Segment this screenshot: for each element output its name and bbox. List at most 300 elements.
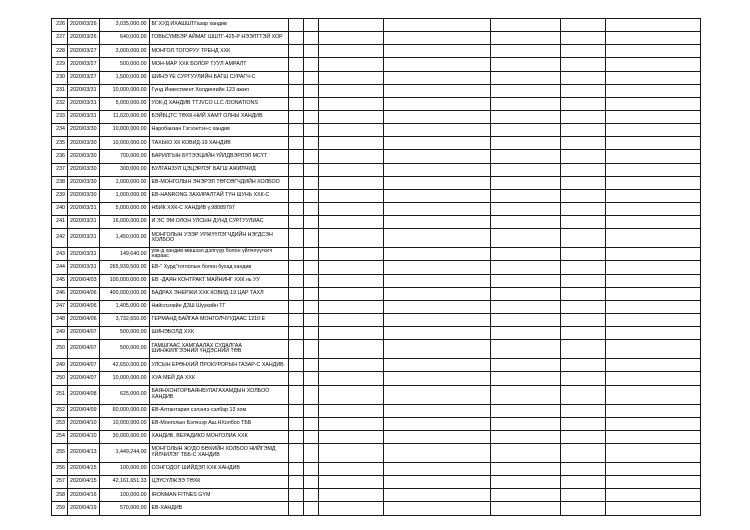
empty-cell xyxy=(490,359,560,372)
empty-cell xyxy=(605,274,700,287)
amount-cell: 42,650,000.00 xyxy=(99,359,149,372)
empty-cell xyxy=(490,462,560,475)
row-number-cell: 259 xyxy=(52,502,68,515)
empty-cell xyxy=(383,248,490,261)
empty-cell xyxy=(303,202,318,215)
date-cell: 2020/04/06 xyxy=(68,313,100,326)
empty-cell xyxy=(560,150,605,163)
empty-cell xyxy=(560,417,605,430)
table-row xyxy=(52,300,701,313)
amount-cell: 11,020,000.00 xyxy=(99,110,149,123)
empty-cell xyxy=(288,58,303,71)
empty-cell xyxy=(288,417,303,430)
date-cell: 2020/04/09 xyxy=(68,404,100,417)
amount-cell: 16,000,000.00 xyxy=(99,216,149,229)
empty-cell xyxy=(560,137,605,150)
table-row xyxy=(52,124,701,137)
empty-cell xyxy=(288,404,303,417)
amount-cell: 149,640.00 xyxy=(99,248,149,261)
empty-cell xyxy=(490,430,560,443)
description-cell: ГЕРМАНД БАЙГАА МОНГОЛЧУУДААС 1210 Е xyxy=(149,313,288,326)
empty-cell xyxy=(318,124,383,137)
description-cell: БАЯНХОНГОРБАЯНБУЛАГАХАМДЫН ХОЛБОО ХАНДИВ xyxy=(149,385,288,404)
empty-cell xyxy=(303,229,318,248)
description-cell: ГОВЬСҮМБЭР АЙМАГ ШШТГ-425-Р НЭЭЛТТЭЙ ХОР xyxy=(149,32,288,45)
empty-cell xyxy=(318,163,383,176)
row-number-cell: 258 xyxy=(52,489,68,502)
date-cell: 2020/03/27 xyxy=(68,45,100,58)
empty-cell xyxy=(490,417,560,430)
empty-cell xyxy=(318,404,383,417)
empty-cell xyxy=(303,462,318,475)
empty-cell xyxy=(605,502,700,515)
empty-cell xyxy=(560,176,605,189)
amount-cell: 1,450,000.00 xyxy=(99,229,149,248)
amount-cell: 10,000,000.00 xyxy=(99,137,149,150)
empty-cell xyxy=(383,359,490,372)
amount-cell: 5,000,000.00 xyxy=(99,97,149,110)
empty-cell xyxy=(560,372,605,385)
date-cell: 2020/03/31 xyxy=(68,248,100,261)
empty-cell xyxy=(560,124,605,137)
amount-cell: 100,000.00 xyxy=(99,489,149,502)
row-number-cell: 234 xyxy=(52,124,68,137)
row-number-cell: 249 xyxy=(52,359,68,372)
empty-cell xyxy=(605,462,700,475)
empty-cell xyxy=(560,404,605,417)
empty-cell xyxy=(605,404,700,417)
row-number-cell: 242 xyxy=(52,229,68,248)
empty-cell xyxy=(318,150,383,163)
description-cell: УОК-Д ХАНДИВ TTJVCO LLC /DONATIONS xyxy=(149,97,288,110)
empty-cell xyxy=(318,462,383,475)
empty-cell xyxy=(560,216,605,229)
empty-cell xyxy=(288,385,303,404)
description-cell: ШИНЭ ҮЕ СУРГУУЛИЙН БАГШ СУРАГЧ-С xyxy=(149,71,288,84)
date-cell: 2020/03/30 xyxy=(68,137,100,150)
empty-cell xyxy=(560,202,605,215)
empty-cell xyxy=(288,202,303,215)
empty-cell xyxy=(318,19,383,32)
description-cell: МОН-МАР ХХК БОЛОР ТУУЛ АМРАЛТ xyxy=(149,58,288,71)
amount-cell: 5,000,000.00 xyxy=(99,202,149,215)
empty-cell xyxy=(303,248,318,261)
row-number-cell: 246 xyxy=(52,287,68,300)
row-number-cell: 228 xyxy=(52,45,68,58)
empty-cell xyxy=(383,300,490,313)
amount-cell: 500,000.00 xyxy=(99,340,149,359)
empty-cell xyxy=(383,372,490,385)
empty-cell xyxy=(383,404,490,417)
empty-cell xyxy=(288,110,303,123)
empty-cell xyxy=(560,359,605,372)
empty-cell xyxy=(318,248,383,261)
description-cell: ШИНЭБОЛД ХХК xyxy=(149,327,288,340)
empty-cell xyxy=(560,476,605,489)
empty-cell xyxy=(303,476,318,489)
empty-cell xyxy=(303,430,318,443)
row-number-cell: 253 xyxy=(52,417,68,430)
empty-cell xyxy=(490,84,560,97)
empty-cell xyxy=(560,110,605,123)
empty-cell xyxy=(383,71,490,84)
empty-cell xyxy=(383,385,490,404)
empty-cell xyxy=(303,150,318,163)
empty-cell xyxy=(605,417,700,430)
table-row xyxy=(52,476,701,489)
table-row xyxy=(52,202,701,215)
date-cell: 2020/04/13 xyxy=(68,443,100,462)
empty-cell xyxy=(490,189,560,202)
row-number-cell: 241 xyxy=(52,216,68,229)
empty-cell xyxy=(605,327,700,340)
empty-cell xyxy=(303,32,318,45)
empty-cell xyxy=(383,340,490,359)
amount-cell: 10,000,000.00 xyxy=(99,372,149,385)
date-cell: 2020/03/27 xyxy=(68,71,100,84)
empty-cell xyxy=(318,202,383,215)
empty-cell xyxy=(560,340,605,359)
empty-cell xyxy=(383,176,490,189)
description-cell: ЕВ-" Хурд"тоглолын болон бусад хандив xyxy=(149,261,288,274)
empty-cell xyxy=(383,19,490,32)
description-cell: БГ.ХУД ИХАШШТГазар хандив xyxy=(149,19,288,32)
description-cell: ХУА МЕЙ ДА ХХК xyxy=(149,372,288,385)
empty-cell xyxy=(288,229,303,248)
empty-cell xyxy=(605,84,700,97)
empty-cell xyxy=(490,202,560,215)
table-row xyxy=(52,313,701,326)
row-number-cell: 231 xyxy=(52,84,68,97)
empty-cell xyxy=(605,248,700,261)
table-row xyxy=(52,462,701,475)
empty-cell xyxy=(288,124,303,137)
empty-cell xyxy=(490,261,560,274)
empty-cell xyxy=(318,110,383,123)
empty-cell xyxy=(605,489,700,502)
empty-cell xyxy=(303,372,318,385)
empty-cell xyxy=(383,229,490,248)
row-number-cell: 240 xyxy=(52,202,68,215)
empty-cell xyxy=(490,97,560,110)
empty-cell xyxy=(383,443,490,462)
row-number-cell: 232 xyxy=(52,97,68,110)
empty-cell xyxy=(303,261,318,274)
empty-cell xyxy=(288,97,303,110)
row-number-cell: 238 xyxy=(52,176,68,189)
empty-cell xyxy=(303,359,318,372)
amount-cell: 100,000,000.00 xyxy=(99,274,149,287)
amount-cell: 300,000.00 xyxy=(99,163,149,176)
table-row xyxy=(52,19,701,32)
empty-cell xyxy=(318,476,383,489)
empty-cell xyxy=(383,32,490,45)
table-row xyxy=(52,32,701,45)
empty-cell xyxy=(490,163,560,176)
empty-cell xyxy=(288,150,303,163)
empty-cell xyxy=(318,340,383,359)
empty-cell xyxy=(288,300,303,313)
empty-cell xyxy=(560,287,605,300)
table-row xyxy=(52,84,701,97)
table-row xyxy=(52,359,701,372)
description-cell: БЭЙБЦТС ТӨХК-НИЙ ХАМТ ОЛНЫ ХАНДИВ xyxy=(149,110,288,123)
empty-cell xyxy=(605,359,700,372)
empty-cell xyxy=(560,261,605,274)
empty-cell xyxy=(383,502,490,515)
empty-cell xyxy=(303,340,318,359)
table-row xyxy=(52,287,701,300)
empty-cell xyxy=(288,84,303,97)
empty-cell xyxy=(318,385,383,404)
date-cell: 2020/03/26 xyxy=(68,19,100,32)
empty-cell xyxy=(490,19,560,32)
table-row xyxy=(52,430,701,443)
empty-cell xyxy=(605,443,700,462)
date-cell: 2020/04/10 xyxy=(68,430,100,443)
empty-cell xyxy=(383,137,490,150)
empty-cell xyxy=(303,385,318,404)
date-cell: 2020/04/15 xyxy=(68,476,100,489)
empty-cell xyxy=(560,462,605,475)
amount-cell: 400,000,000.00 xyxy=(99,287,149,300)
description-cell: УЛСЫН ЕРӨНХИЙ ПРОКУРОРЫН ГАЗАР-С ХАНДИВ xyxy=(149,359,288,372)
empty-cell xyxy=(490,45,560,58)
empty-cell xyxy=(303,443,318,462)
row-number-cell: 226 xyxy=(52,19,68,32)
date-cell: 2020/03/30 xyxy=(68,150,100,163)
empty-cell xyxy=(490,216,560,229)
empty-cell xyxy=(560,443,605,462)
empty-cell xyxy=(288,137,303,150)
row-number-cell: 255 xyxy=(52,443,68,462)
empty-cell xyxy=(288,216,303,229)
date-cell: 2020/04/08 xyxy=(68,385,100,404)
amount-cell: 3,035,000.00 xyxy=(99,19,149,32)
empty-cell xyxy=(605,229,700,248)
amount-cell: 1,000,000.00 xyxy=(99,189,149,202)
row-number-cell: 250 xyxy=(52,372,68,385)
table-row xyxy=(52,176,701,189)
empty-cell xyxy=(288,287,303,300)
amount-cell: 100,000.00 xyxy=(99,462,149,475)
empty-cell xyxy=(560,163,605,176)
empty-cell xyxy=(383,45,490,58)
empty-cell xyxy=(318,359,383,372)
row-number-cell: 239 xyxy=(52,189,68,202)
empty-cell xyxy=(560,58,605,71)
description-cell: ЕВ-МОНГОЛЫН ЭНЭРЭЛ ТӨГСӨГЧДИЙН ХОЛБОО xyxy=(149,176,288,189)
amount-cell: 42,161,651.33 xyxy=(99,476,149,489)
empty-cell xyxy=(560,248,605,261)
empty-cell xyxy=(490,248,560,261)
description-cell: ЕВ-Монголын Бэлчээр Аш.НХолбоо ТББ xyxy=(149,417,288,430)
date-cell: 2020/04/03 xyxy=(68,274,100,287)
empty-cell xyxy=(383,84,490,97)
description-cell: ХАНДИВ, ВЕРАДИКО МОНГОЛИА ХХК xyxy=(149,430,288,443)
empty-cell xyxy=(490,502,560,515)
amount-cell: 1,500,000.00 xyxy=(99,71,149,84)
empty-cell xyxy=(605,372,700,385)
empty-cell xyxy=(303,124,318,137)
empty-cell xyxy=(383,150,490,163)
amount-cell: 3,732,650.00 xyxy=(99,313,149,326)
empty-cell xyxy=(560,430,605,443)
empty-cell xyxy=(605,340,700,359)
date-cell: 2020/04/06 xyxy=(68,287,100,300)
empty-cell xyxy=(490,110,560,123)
empty-cell xyxy=(303,45,318,58)
date-cell: 2020/03/27 xyxy=(68,58,100,71)
date-cell: 2020/04/10 xyxy=(68,417,100,430)
empty-cell xyxy=(605,71,700,84)
empty-cell xyxy=(605,176,700,189)
table-row xyxy=(52,372,701,385)
description-cell: ЕВ-HANRONG ЗАХИРАЛТАЙ ТҮН ШУНЬ ХХК-С xyxy=(149,189,288,202)
empty-cell xyxy=(303,502,318,515)
empty-cell xyxy=(318,32,383,45)
empty-cell xyxy=(303,189,318,202)
empty-cell xyxy=(383,58,490,71)
empty-cell xyxy=(318,430,383,443)
empty-cell xyxy=(605,124,700,137)
empty-cell xyxy=(303,176,318,189)
empty-cell xyxy=(383,202,490,215)
empty-cell xyxy=(560,189,605,202)
date-cell: 2020/03/30 xyxy=(68,124,100,137)
description-cell: БАРИЛГЫН БҮТЭЭЦИЙН ҮЙЛДВЭРЛЭЛ МСҮТ xyxy=(149,150,288,163)
table-row xyxy=(52,189,701,202)
empty-cell xyxy=(383,327,490,340)
empty-cell xyxy=(560,274,605,287)
empty-cell xyxy=(318,189,383,202)
empty-cell xyxy=(288,502,303,515)
empty-cell xyxy=(605,430,700,443)
table-row xyxy=(52,58,701,71)
row-number-cell: 244 xyxy=(52,261,68,274)
empty-cell xyxy=(560,229,605,248)
table-row xyxy=(52,417,701,430)
empty-cell xyxy=(490,443,560,462)
table-row xyxy=(52,71,701,84)
date-cell: 2020/03/31 xyxy=(68,84,100,97)
row-number-cell: 229 xyxy=(52,58,68,71)
amount-cell: 30,000,000.00 xyxy=(99,430,149,443)
empty-cell xyxy=(605,32,700,45)
empty-cell xyxy=(560,327,605,340)
date-cell: 2020/04/16 xyxy=(68,489,100,502)
empty-cell xyxy=(303,19,318,32)
empty-cell xyxy=(605,163,700,176)
empty-cell xyxy=(605,45,700,58)
row-number-cell: 243 xyxy=(52,248,68,261)
table-row xyxy=(52,274,701,287)
row-number-cell: 227 xyxy=(52,32,68,45)
empty-cell xyxy=(605,189,700,202)
description-cell: IRONMAN FITNES GYM xyxy=(149,489,288,502)
empty-cell xyxy=(318,97,383,110)
empty-cell xyxy=(318,261,383,274)
table-row xyxy=(52,327,701,340)
table-row xyxy=(52,163,701,176)
date-cell: 2020/04/15 xyxy=(68,462,100,475)
description-cell: ГАМШГААС ХАМГААЛАХ СУДАЛГАА ШИНЖИЛГЭЭНИЙ ҮНДЭСНИЙ ТӨВ xyxy=(149,340,288,359)
empty-cell xyxy=(490,476,560,489)
empty-cell xyxy=(318,84,383,97)
table-row xyxy=(52,45,701,58)
empty-cell xyxy=(303,274,318,287)
amount-cell: 570,000.00 xyxy=(99,502,149,515)
empty-cell xyxy=(318,287,383,300)
empty-cell xyxy=(288,176,303,189)
empty-cell xyxy=(318,45,383,58)
amount-cell: 10,000,000.00 xyxy=(99,84,149,97)
empty-cell xyxy=(303,110,318,123)
amount-cell: 1,449,244.00 xyxy=(99,443,149,462)
date-cell: 2020/04/07 xyxy=(68,340,100,359)
empty-cell xyxy=(490,287,560,300)
empty-cell xyxy=(318,372,383,385)
empty-cell xyxy=(288,327,303,340)
donation-ledger-table xyxy=(51,18,701,516)
empty-cell xyxy=(560,502,605,515)
empty-cell xyxy=(383,189,490,202)
table-row xyxy=(52,443,701,462)
empty-cell xyxy=(605,261,700,274)
empty-cell xyxy=(303,58,318,71)
date-cell: 2020/03/31 xyxy=(68,229,100,248)
empty-cell xyxy=(490,300,560,313)
empty-cell xyxy=(383,417,490,430)
table-row xyxy=(52,97,701,110)
row-number-cell: 233 xyxy=(52,110,68,123)
empty-cell xyxy=(490,340,560,359)
description-cell: НБИК ХХК-С ХАНДИВ у.98089797 xyxy=(149,202,288,215)
table-row xyxy=(52,489,701,502)
table-row xyxy=(52,502,701,515)
row-number-cell: 254 xyxy=(52,430,68,443)
table-row xyxy=(52,385,701,404)
date-cell: 2020/04/06 xyxy=(68,300,100,313)
empty-cell xyxy=(303,287,318,300)
empty-cell xyxy=(560,84,605,97)
empty-cell xyxy=(605,313,700,326)
row-number-cell: 237 xyxy=(52,163,68,176)
table-row xyxy=(52,150,701,163)
empty-cell xyxy=(383,430,490,443)
empty-cell xyxy=(318,274,383,287)
amount-cell: 640,000.00 xyxy=(99,32,149,45)
empty-cell xyxy=(383,489,490,502)
empty-cell xyxy=(490,274,560,287)
empty-cell xyxy=(318,417,383,430)
description-cell: уок-д хандив мишээл дэлгүүр болон үйлчлүүлэгч нараас xyxy=(149,248,288,261)
empty-cell xyxy=(303,137,318,150)
row-number-cell: 256 xyxy=(52,462,68,475)
empty-cell xyxy=(303,313,318,326)
empty-cell xyxy=(288,372,303,385)
empty-cell xyxy=(490,58,560,71)
empty-cell xyxy=(383,261,490,274)
empty-cell xyxy=(288,274,303,287)
empty-cell xyxy=(318,176,383,189)
empty-cell xyxy=(288,261,303,274)
empty-cell xyxy=(383,287,490,300)
description-cell: ТАХЬКО ХК КОВИД-19 ХАНДИВ xyxy=(149,137,288,150)
empty-cell xyxy=(560,71,605,84)
empty-cell xyxy=(560,300,605,313)
empty-cell xyxy=(288,430,303,443)
